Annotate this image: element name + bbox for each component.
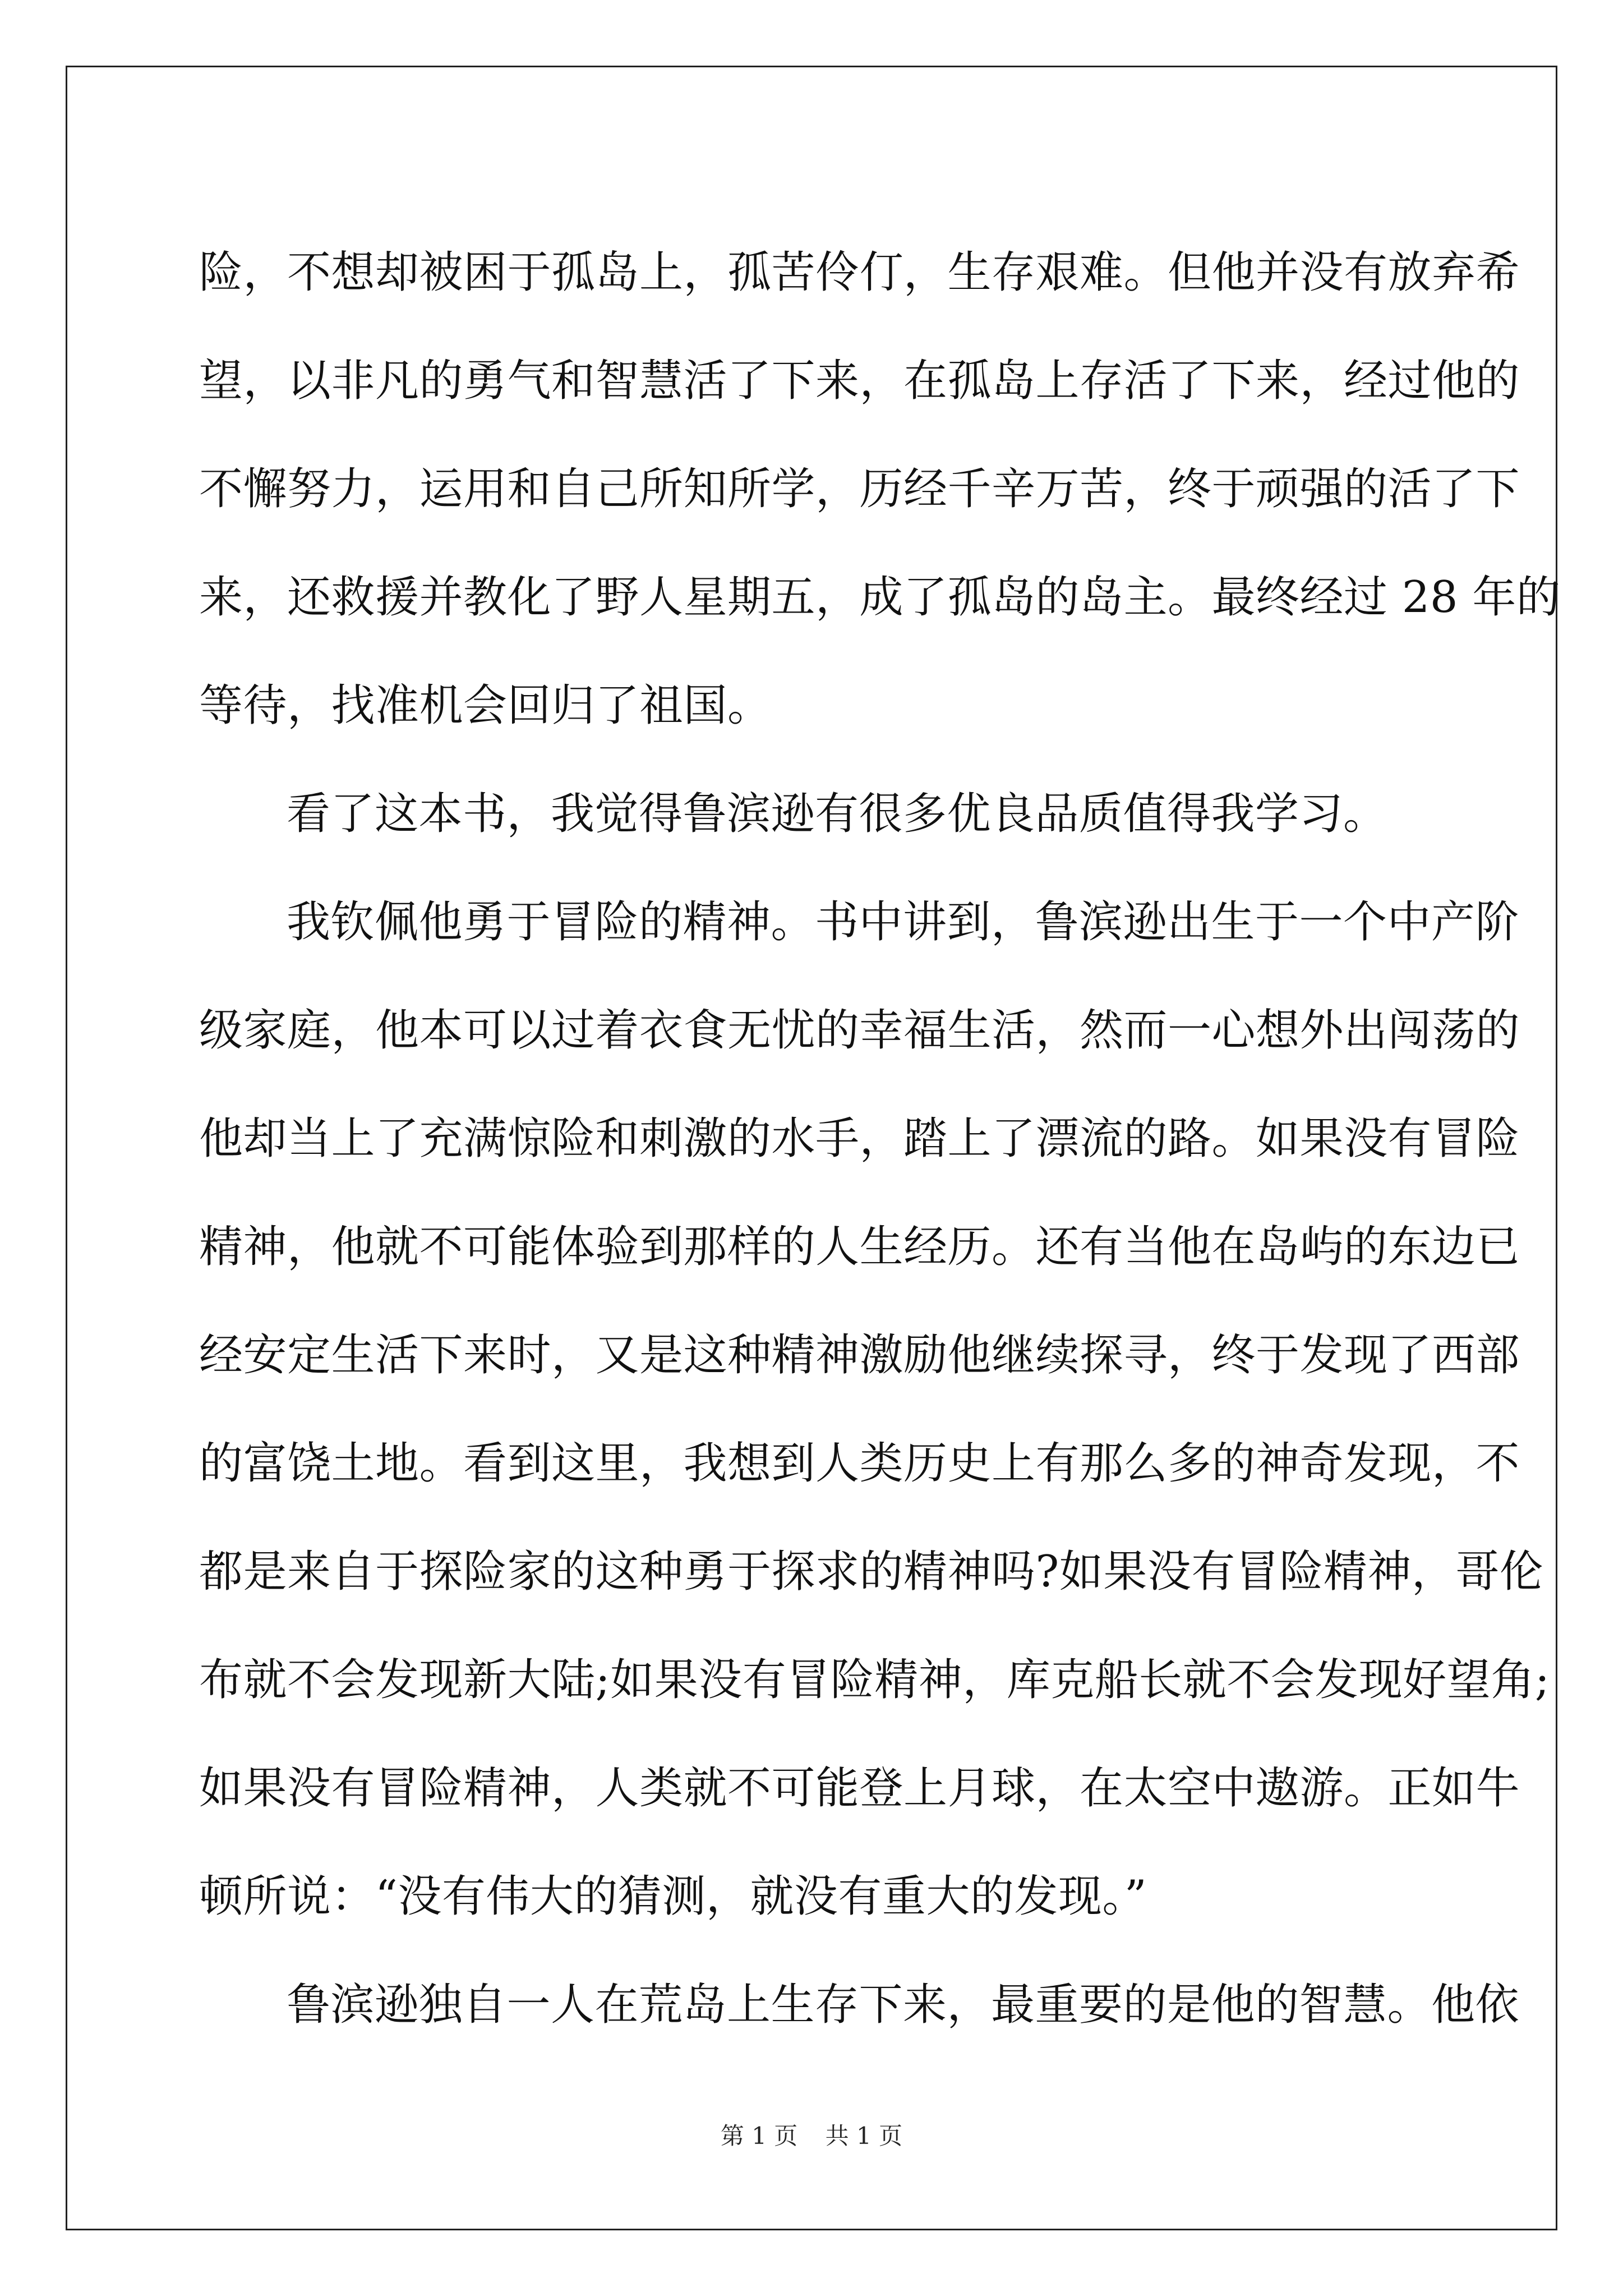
text-line: 布就不会发现新大陆;如果没有冒险精神，库克船长就不会发现好望角; [199, 1655, 1550, 1705]
text-line: 级家庭，他本可以过着衣食无忧的幸福生活，然而一心想外出闯荡的 [199, 1005, 1520, 1056]
text-line: 精神，他就不可能体验到那样的人生经历。还有当他在岛屿的东边已 [199, 1222, 1520, 1272]
text-line: 险，不想却被困于孤岛上，孤苦伶仃，生存艰难。但他并没有放弃希 [199, 247, 1520, 298]
paragraph-start-line: 看了这本书，我觉得鲁滨逊有很多优良品质值得我学习。 [287, 789, 1387, 839]
page-footer [0, 2118, 1623, 2151]
text-line: 来，还救援并教化了野人星期五，成了孤岛的岛主。最终经过 28 年的 [199, 572, 1561, 623]
page-number-total: 共 1 页 [825, 2122, 903, 2150]
text-line: 都是来自于探险家的这种勇于探求的精神吗?如果没有冒险精神，哥伦 [199, 1547, 1544, 1597]
page-number-current: 第 1 页 [720, 2122, 798, 2150]
text-line: 等待，找准机会回归了祖国。 [199, 680, 772, 731]
paragraph-start-line: 鲁滨逊独自一人在荒岛上生存下来，最重要的是他的智慧。他依 [287, 1980, 1520, 2030]
text-line: 望，以非凡的勇气和智慧活了下来，在孤岛上存活了下来，经过他的 [199, 356, 1520, 406]
text-line: 的富饶土地。看到这里，我想到人类历史上有那么多的神奇发现，不 [199, 1438, 1520, 1489]
text-line: 经安定生活下来时，又是这种精神激励他继续探寻，终于发现了西部 [199, 1330, 1520, 1381]
text-line: 如果没有冒险精神，人类就不可能登上月球，在太空中遨游。正如牛 [199, 1763, 1520, 1814]
paragraph-start-line: 我钦佩他勇于冒险的精神。书中讲到，鲁滨逊出生于一个中产阶 [287, 897, 1520, 947]
document-body [199, 219, 1561, 2059]
text-line: 他却当上了充满惊险和刺激的水手，踏上了漂流的路。如果没有冒险 [199, 1114, 1520, 1164]
text-line: 不懈努力，运用和自己所知所学，历经千辛万苦，终于顽强的活了下 [199, 464, 1520, 514]
text-line: 顿所说：“没有伟大的猜测，就没有重大的发现。” [199, 1871, 1147, 1922]
